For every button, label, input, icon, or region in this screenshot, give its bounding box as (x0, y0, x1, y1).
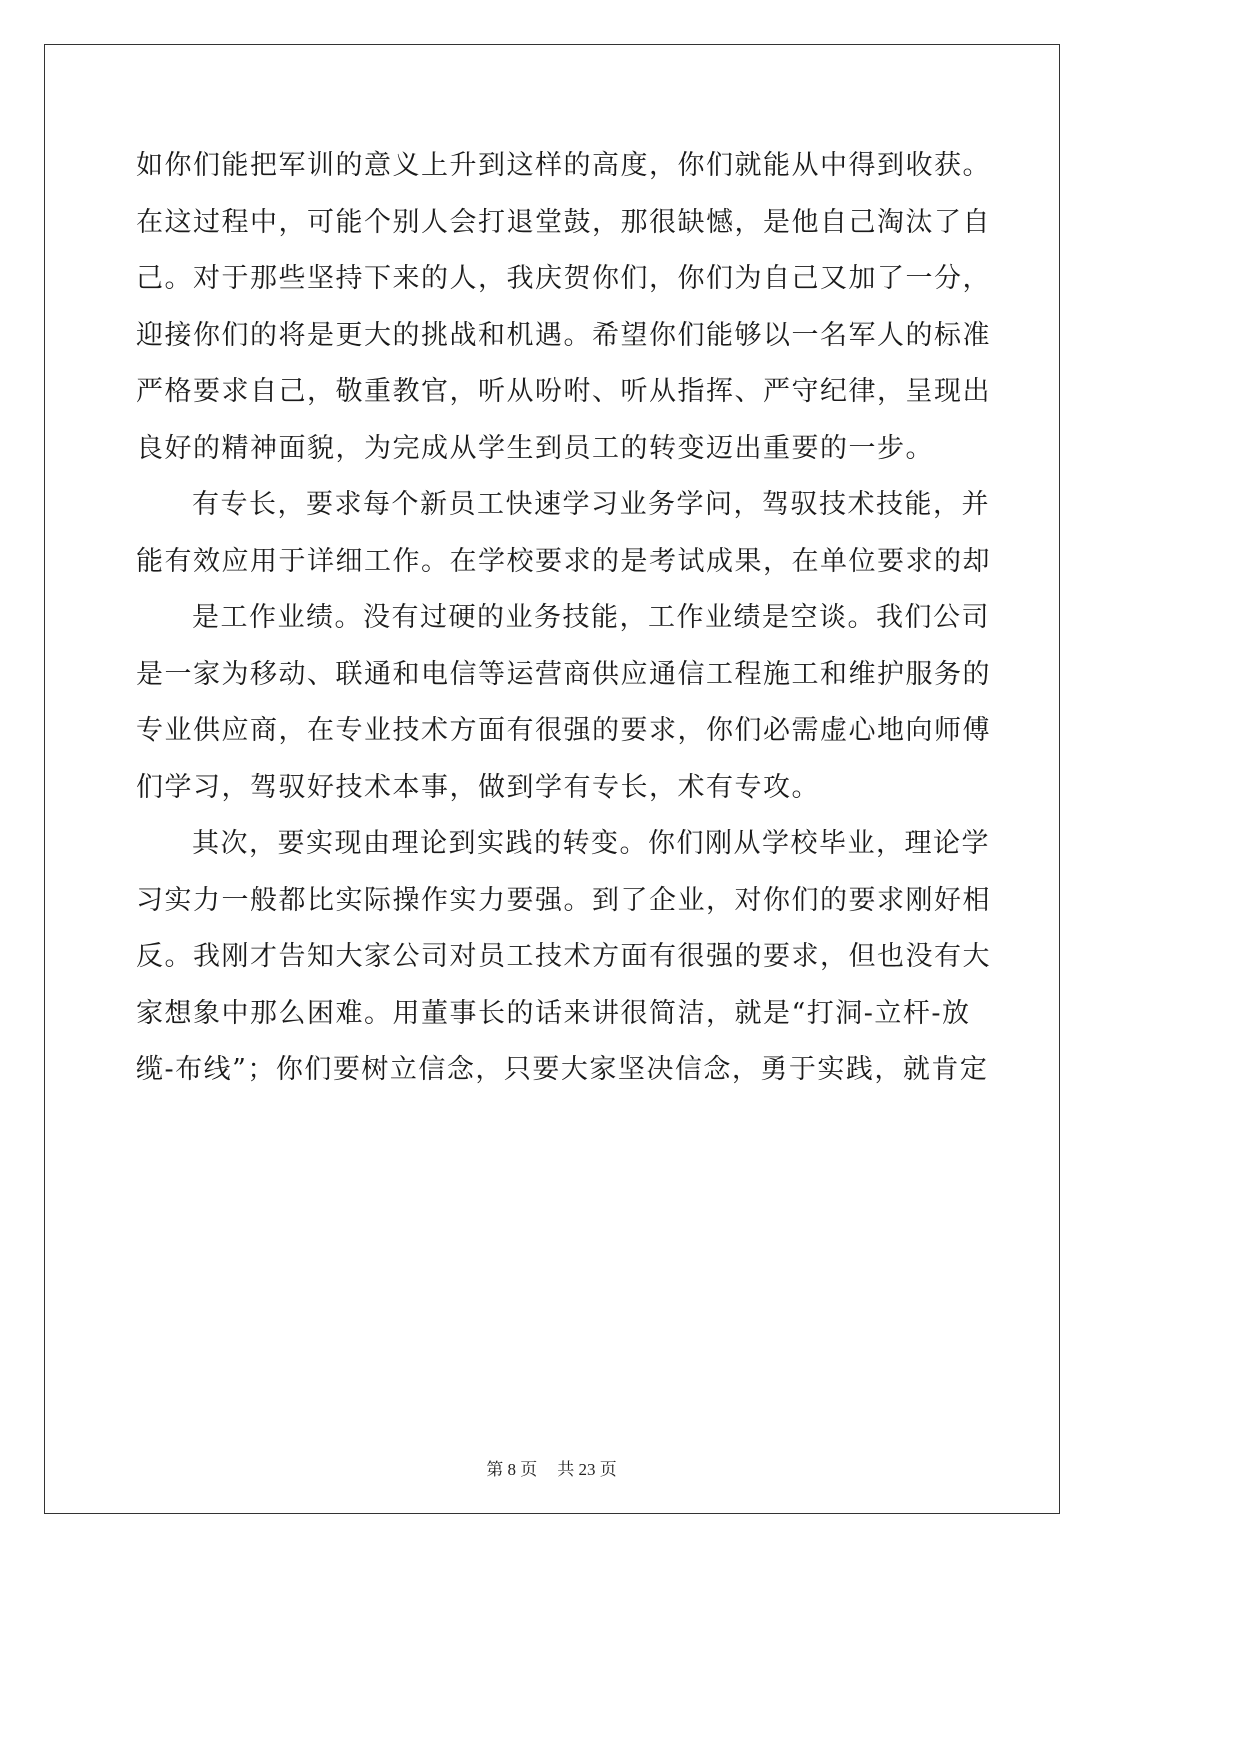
text-line: 迎接你们的将是更大的挑战和机遇。希望你们能够以一名军人的标准 (136, 319, 991, 351)
text-line: 在这过程中，可能个别人会打退堂鼓，那很缺憾，是他自己淘汰了自 (136, 206, 991, 238)
text-line: 良好的精神面貌，为完成从学生到员工的转变迈出重要的一步。 (136, 432, 934, 464)
page-footer (0, 1455, 1103, 1480)
text-line: 己。对于那些坚持下来的人，我庆贺你们，你们为自己又加了一分， (136, 263, 991, 294)
text-line: 习实力一般都比实际操作实力要强。到了企业，对你们的要求刚好相 (136, 884, 991, 916)
text-line: 反。我刚才告知大家公司对员工技术方面有很强的要求，但也没有大 (136, 941, 991, 972)
text-line: 能有效应用于详细工作。在学校要求的是考试成果，在单位要求的却 (136, 545, 991, 577)
text-line: 们学习，驾驭好技术本事，做到学有专长，术有专攻。 (136, 771, 820, 803)
text-line: 缆-布线”；你们要树立信念，只要大家坚决信念，勇于实践，就肯定 (136, 1054, 989, 1085)
document-body (136, 138, 991, 1099)
page-number: 第 8 页 (486, 1460, 538, 1479)
text-line: 是一家为移动、联通和电信等运营商供应通信工程施工和维护服务的 (136, 658, 991, 690)
paragraph-first-line: 其次，要实现由理论到实践的转变。你们刚从学校毕业，理论学 (192, 828, 990, 859)
text-line: 家想象中那么困难。用董事长的话来讲很简洁，就是“打洞-立杆-放 (136, 997, 971, 1029)
text-line: 严格要求自己，敬重教官，听从吩咐、听从指挥、严守纪律，呈现出 (136, 376, 991, 407)
text-line: 如你们能把军训的意义上升到这样的高度，你们就能从中得到收获。 (136, 150, 991, 181)
text-line: 专业供应商，在专业技术方面有很强的要求，你们必需虚心地向师傅 (136, 715, 991, 746)
paragraph-first-line: 是工作业绩。没有过硬的业务技能，工作业绩是空谈。我们公司 (192, 602, 990, 633)
total-pages: 共 23 页 (557, 1460, 617, 1479)
paragraph-first-line: 有专长，要求每个新员工快速学习业务学问，驾驭技术技能，并 (192, 489, 990, 520)
